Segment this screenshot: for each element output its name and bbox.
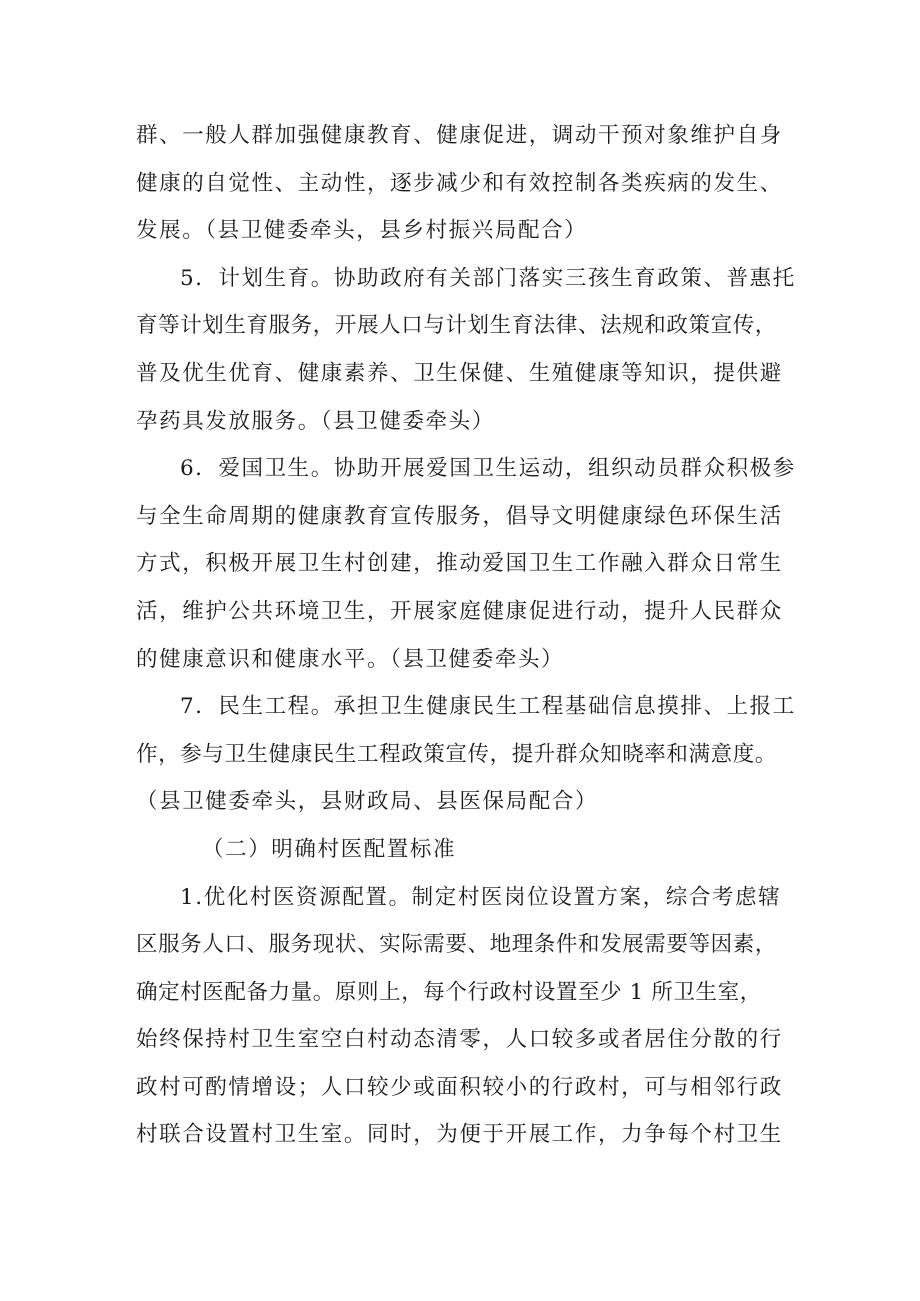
text-line: 始终保持村卫生室空白村动态清零，人口较多或者居住分散的行: [136, 1027, 783, 1053]
paragraph-start-line: 1.优化村医资源配置。制定村医岗位设置方案，综合考虑辖: [180, 884, 782, 910]
document-body: [136, 112, 798, 1159]
text-line: 健康的自觉性、主动性，逐步减少和有效控制各类疾病的发生、: [136, 170, 783, 196]
text-line: 与全生命周期的健康教育宣传服务，倡导文明健康绿色环保生活: [136, 503, 783, 529]
text-line: 区服务人口、服务现状、实际需要、地理条件和发展需要等因素，: [136, 932, 777, 958]
paragraph-start-line: 7．民生工程。承担卫生健康民生工程基础信息摸排、上报工: [180, 694, 796, 720]
text-line: （县卫健委牵头，县财政局、县医保局配合）: [136, 789, 599, 815]
text-line: 群、一般人群加强健康教育、健康促进，调动干预对象维护自身: [136, 123, 783, 148]
text-line: 普及优生优育、健康素养、卫生保健、生殖健康等知识，提供避: [136, 360, 783, 386]
text-line: 的健康意识和健康水平。（县卫健委牵头）: [136, 646, 565, 672]
text-line: 政村可酌情增设；人口较少或面积较小的行政村，可与相邻行政: [136, 1074, 783, 1100]
text-line: 方式，积极开展卫生村创建，推动爱国卫生工作融入群众日常生: [136, 551, 783, 577]
text-line: 活，维护公共环境卫生，开展家庭健康促进行动，提升人民群众: [136, 598, 783, 624]
text-line: 确定村医配备力量。原则上，每个行政村设置至少 1 所卫生室，: [136, 979, 762, 1005]
text-line: 作，参与卫生健康民生工程政策宣传，提升群众知晓率和满意度。: [136, 741, 777, 767]
text-line: 孕药具发放服务。（县卫健委牵头）: [136, 408, 495, 434]
paragraph-start-line: 6．爱国卫生。协助开展爱国卫生运动，组织动员群众积极参: [180, 456, 796, 482]
text-line: 育等计划生育服务，开展人口与计划生育法律、法规和政策宣传，: [136, 313, 777, 339]
text-line: 发展。（县卫健委牵头，县乡村振兴局配合）: [136, 218, 588, 244]
text-line: 村联合设置村卫生室。同时，为便于开展工作，力争每个村卫生: [136, 1122, 783, 1148]
section-heading: （二）明确村医配置标准: [202, 836, 457, 862]
paragraph-start-line: 5．计划生育。协助政府有关部门落实三孩生育政策、普惠托: [180, 265, 796, 291]
